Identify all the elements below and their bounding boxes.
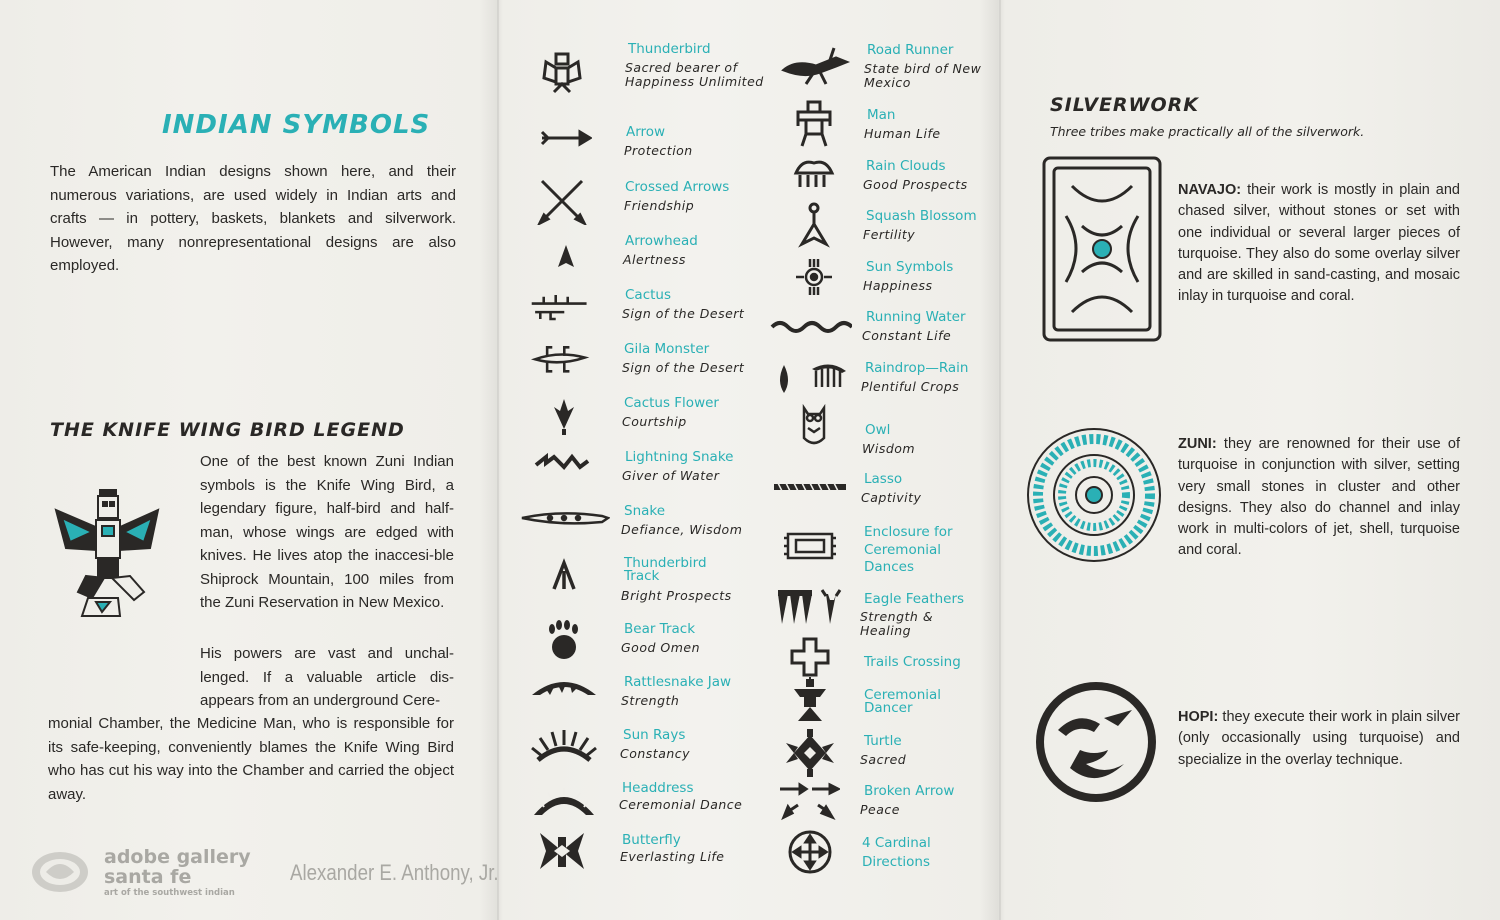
fold-line-right — [999, 0, 1001, 920]
symbol-meaning: Plentiful Crops — [861, 379, 960, 394]
rattlesnake-jaw-icon — [528, 671, 600, 719]
symbol-name: Thunderbird — [628, 41, 711, 57]
symbol-name: Broken Arrow — [864, 783, 955, 799]
bear-track-icon — [532, 619, 592, 667]
symbol-name: Eagle Feathers — [864, 591, 965, 607]
symbol-name: Rattlesnake Jaw — [624, 674, 732, 690]
symbol-meaning: Sacred bearer of Happiness Unlimited — [625, 60, 764, 89]
hopi-description — [1178, 707, 1460, 771]
hopi-jewelry-icon — [1034, 680, 1158, 804]
cardinal-directions-icon — [780, 828, 840, 876]
fold-line-left — [497, 0, 499, 920]
symbol-name: Owl — [865, 422, 891, 438]
symbol-name: Snake — [624, 503, 666, 519]
symbol-meaning: Courtship — [622, 414, 687, 429]
intro-paragraph: The American Indian designs shown here, and their numerous variations, are used widely in Indian arts and crafts — in pottery, baskets, blankets and silverwork. However, many nonrepresentational designs are also employed. — [50, 163, 456, 274]
footer-author: Alexander E. Anthony, Jr. — [290, 860, 499, 885]
arrow-icon — [532, 114, 592, 162]
footer-gallery-name: adobe gallery — [104, 846, 251, 868]
road-runner-icon — [776, 44, 856, 92]
symbol-name: Man — [867, 107, 896, 123]
symbol-meaning: Strength & Healing — [860, 609, 934, 638]
symbol-meaning: Strength — [621, 693, 680, 708]
symbol-name: Enclosure for Ceremonial Dances — [864, 524, 953, 575]
symbol-meaning: Wisdom — [862, 441, 916, 456]
symbol-meaning: Sign of the Desert — [622, 360, 745, 375]
symbol-name: Crossed Arrows — [625, 179, 730, 195]
navajo-description — [1178, 180, 1460, 308]
symbol-name: Gila Monster — [624, 341, 710, 357]
broken-arrow-icon — [776, 777, 840, 825]
symbol-name: 4 Cardinal Directions — [862, 835, 931, 870]
thunderbird-track-icon — [532, 557, 592, 605]
navajo-jewelry-icon — [1042, 156, 1162, 342]
ceremonial-dancer-icon — [780, 677, 840, 725]
symbol-meaning: Captivity — [861, 490, 922, 505]
symbol-meaning: Giver of Water — [622, 468, 720, 483]
trails-crossing-icon — [780, 633, 840, 681]
symbol-meaning: Sacred — [860, 752, 907, 767]
symbol-name: Raindrop—Rain — [865, 360, 969, 376]
gila-monster-icon — [530, 337, 590, 385]
legend-paragraph-2-start: His powers are vast and unchal-lenged. If a valuable article dis-appears from an underground Cere- — [200, 645, 454, 709]
symbol-meaning: Peace — [860, 802, 900, 817]
symbol-meaning: Happiness — [863, 278, 933, 293]
lightning-snake-icon — [532, 443, 592, 491]
butterfly-icon — [532, 827, 592, 875]
cactus-icon — [530, 283, 590, 331]
symbol-name: Sun Symbols — [866, 259, 954, 275]
legend-paragraph-1: One of the best known Zuni Indian symbols is the Knife Wing Bird, a legendary figure, half-bird and half-man, whose wings are edged with knives. He lives atop the inaccesi-ble Shiprock Mountain, 100 miles from the Zuni Reservation in New Mexico. — [200, 453, 454, 611]
legend-paragraph-2-end: monial Chamber, the Medicine Man, who is responsible for its safe-keeping, conveniently blames the Knife Wing Bird who has cut his way into the Chamber and carried the object away. — [48, 715, 454, 803]
gallery-logo-icon — [28, 846, 92, 896]
symbol-meaning: Constant Life — [862, 328, 952, 343]
headdress-icon — [528, 775, 600, 823]
symbol-meaning: Protection — [624, 143, 693, 158]
navajo-label: NAVAJO: — [1178, 182, 1242, 198]
crossed-arrows-icon — [532, 177, 592, 225]
symbol-meaning: Bright Prospects — [621, 588, 732, 603]
symbol-meaning: Friendship — [624, 198, 695, 213]
zuni-text: they are renowned for their use of turquoise in conjunction with silver, setting very small stones in cluster and other designs. They also do channel and inlay work in multi-colors of jet, shell, turquoise and coral. — [1178, 436, 1461, 559]
hopi-text: they execute their work in plain silver (only occasionally using turquoise) and specialize in the overlay technique. — [1178, 709, 1460, 768]
legend-heading: THE KNIFE WING BIRD LEGEND — [50, 419, 405, 441]
enclosure-icon — [780, 524, 840, 572]
squash-blossom-icon — [784, 202, 844, 250]
snake-icon — [520, 494, 610, 542]
symbol-name: Turtle — [864, 733, 902, 749]
symbol-meaning: Alertness — [623, 252, 686, 267]
silverwork-subtitle: Three tribes make practically all of the silverwork. — [1050, 124, 1365, 139]
eagle-feathers-icon — [772, 580, 846, 628]
turtle-icon — [780, 729, 840, 777]
silverwork-heading: SILVERWORK — [1050, 94, 1200, 116]
zuni-label: ZUNI: — [1178, 436, 1217, 452]
symbol-name: Running Water — [866, 309, 966, 325]
symbol-name: Butterfly — [622, 832, 681, 848]
symbol-name: Road Runner — [867, 42, 954, 58]
symbol-meaning: Defiance, Wisdom — [621, 522, 743, 537]
owl-icon — [784, 402, 844, 450]
symbol-name: Lightning Snake — [625, 449, 734, 465]
arrowhead-icon — [532, 233, 592, 281]
symbol-name: Arrowhead — [625, 233, 698, 249]
footer-tagline: art of the southwest indian — [104, 888, 235, 898]
symbol-meaning: Ceremonial Dance — [619, 797, 743, 812]
sun-rays-icon — [528, 724, 600, 772]
raindrop-icon — [770, 357, 854, 405]
symbol-meaning: Fertility — [863, 227, 916, 242]
footer-gallery-city: santa fe — [104, 866, 192, 888]
zuni-description — [1178, 434, 1460, 562]
page-title: INDIAN SYMBOLS — [162, 110, 431, 140]
rain-clouds-icon — [784, 153, 844, 201]
lasso-icon — [770, 463, 850, 511]
symbol-name: Cactus — [625, 287, 672, 303]
symbol-name: Lasso — [864, 471, 903, 487]
cactus-flower-icon — [532, 395, 592, 443]
symbol-name: Headdress — [622, 780, 694, 796]
man-icon — [784, 100, 844, 148]
symbol-name: Squash Blossom — [866, 208, 977, 224]
symbol-name: Trails Crossing — [864, 654, 961, 670]
symbol-name: Rain Clouds — [866, 158, 946, 174]
hopi-label: HOPI: — [1178, 709, 1219, 725]
symbol-meaning: State bird of New Mexico — [864, 61, 982, 90]
running-water-icon — [770, 297, 852, 345]
symbol-name: Thunderbird Track — [624, 555, 707, 584]
symbol-name: Sun Rays — [623, 727, 686, 743]
symbol-name: Bear Track — [624, 621, 696, 637]
symbol-meaning: Constancy — [620, 746, 691, 761]
zuni-jewelry-icon — [1024, 425, 1164, 565]
symbol-meaning: Sign of the Desert — [622, 306, 745, 321]
symbol-name: Ceremonial Dancer — [864, 687, 942, 716]
symbol-name: Cactus Flower — [624, 395, 719, 411]
sun-symbol-icon — [784, 255, 844, 303]
knife-wing-bird-icon — [48, 488, 166, 618]
thunderbird-icon — [532, 48, 592, 96]
symbol-meaning: Human Life — [864, 126, 941, 141]
symbol-meaning: Everlasting Life — [620, 849, 725, 864]
navajo-text: their work is mostly in plain and chased silver, without stones or set with one individual or several larger pieces of turquoise. They also do some overlay silver and are skilled in sand-casting, and mosaic inlay in turquoise and coral. — [1178, 182, 1460, 305]
symbol-name: Arrow — [626, 124, 666, 140]
symbol-meaning: Good Prospects — [863, 177, 968, 192]
symbol-meaning: Good Omen — [621, 640, 701, 655]
